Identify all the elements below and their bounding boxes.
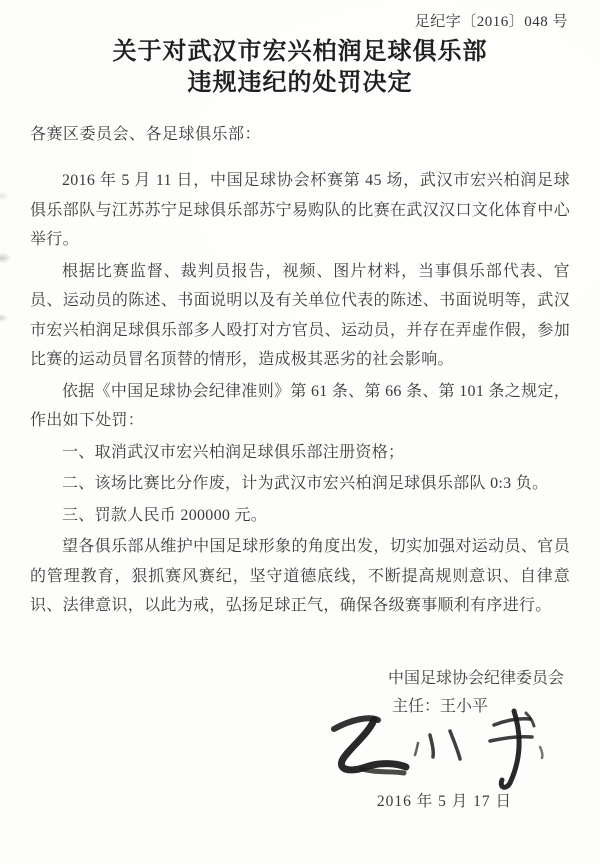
penalty-item-1: 一、取消武汉市宏兴柏润足球俱乐部注册资格； — [62, 443, 405, 461]
paragraph-findings: 根据比赛监督、裁判员报告，视频、图片材料，当事俱乐部代表、官员、运动员的陈述、书面说明以及有关单位代表的陈述、书面说明等，武汉市宏兴柏润足球俱乐部多人殴打对方官员、运动员，并存在弄虚作假，参加比赛的运动员冒名顶替的情形，造成极其恶劣的社会影响。 — [30, 262, 570, 368]
document-date: 2016 年 5 月 17 日 — [376, 792, 512, 810]
document-number: 足纪字〔2016〕048 号 — [414, 14, 568, 30]
signer-title: 主任：王小平 — [391, 697, 488, 715]
signature-ink-icon — [318, 707, 570, 791]
paragraph-legal-basis: 依据《中国足球协会纪律准则》第 61 条、第 66 条、第 101 条之规定，作出如下处罚： — [30, 382, 570, 429]
paragraph-exhortation: 望各俱乐部从维护中国足球形象的角度出发，切实加强对运动员、官员的管理教育，狠抓赛风赛纪，坚守道德底线，不断提高规则意识、自律意识、法律意识，以此为戒，弘扬足球正气，确保各级赛事顺利有序进行。 — [30, 538, 570, 614]
document-title-line1: 关于对武汉市宏兴柏润足球俱乐部 — [112, 39, 488, 65]
issuing-organization: 中国足球协会纪律委员会 — [387, 669, 564, 687]
document-body — [30, 166, 570, 621]
paragraph-match-info: 2016 年 5 月 11 日，中国足球协会杯赛第 45 场，武汉市宏兴柏润足球俱乐部队与江苏苏宁足球俱乐部苏宁易购队的比赛在武汉汉口文化体育中心举行。 — [30, 172, 570, 248]
signature-block — [30, 665, 570, 811]
handwritten-signature — [30, 707, 570, 791]
penalty-item-2: 二、该场比赛比分作废，计为武汉市宏兴柏润足球俱乐部队 0:3 负。 — [62, 475, 549, 492]
salutation: 各赛区委员会、各足球俱乐部： — [30, 126, 262, 143]
penalty-item-3: 三、罚款人民币 200000 元。 — [62, 506, 268, 524]
document-title — [30, 37, 570, 99]
document-title-line2: 违规违纪的处罚决定 — [187, 70, 413, 96]
